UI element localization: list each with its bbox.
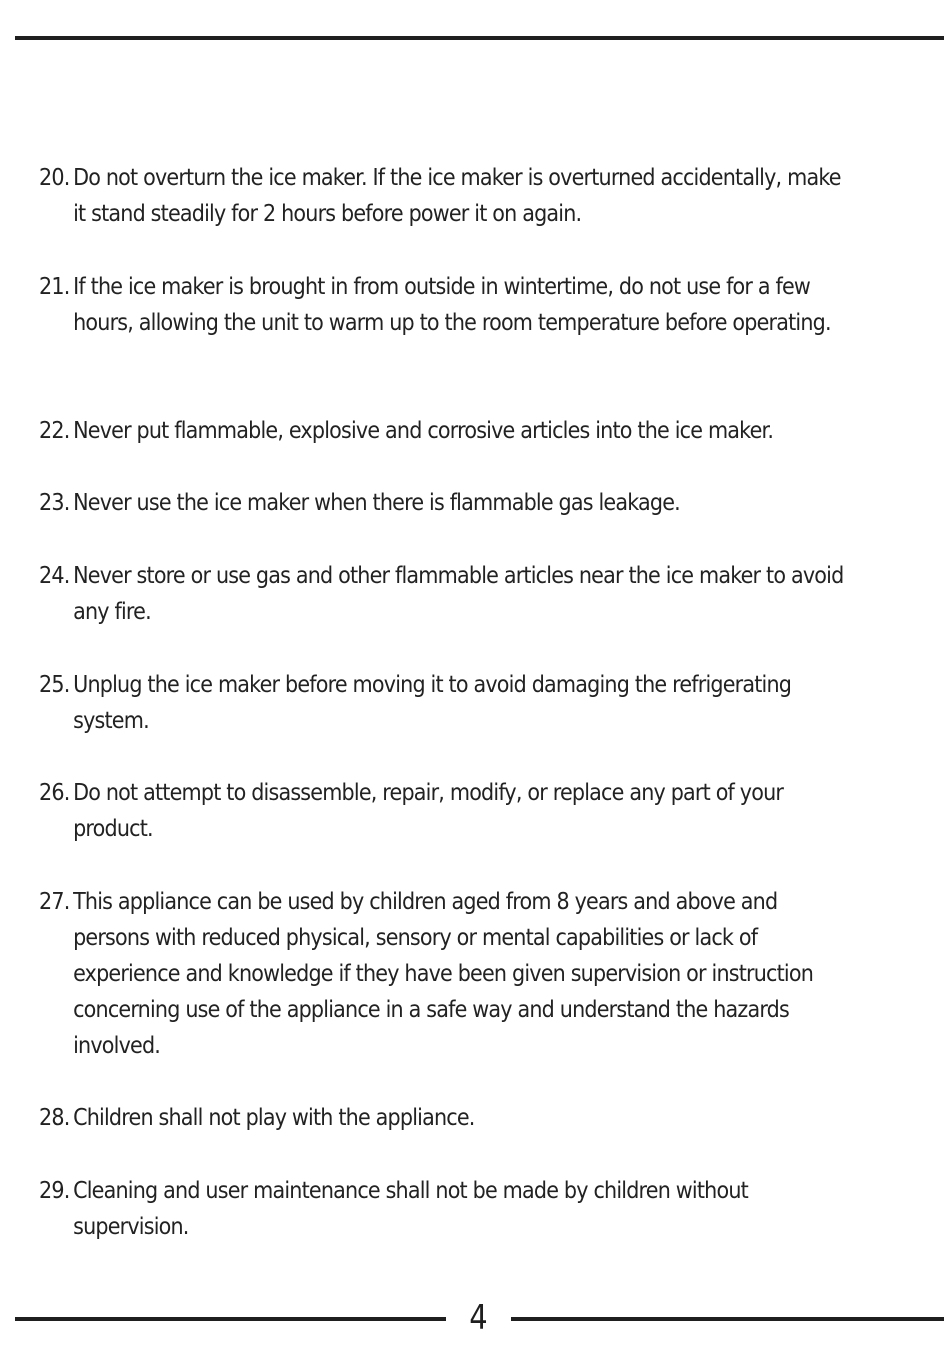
- page-number: 4: [469, 1298, 488, 1338]
- item-text: Never use the ice maker when there is flammable gas leakage.: [73, 490, 680, 516]
- item-number: 29.: [39, 1178, 70, 1204]
- footer-divider-left: [15, 1317, 446, 1321]
- top-divider: [15, 36, 944, 40]
- item-text: Never store or use gas and other flammable articles near the ice maker to avoid any fire.: [73, 563, 844, 625]
- item-number: 26.: [39, 780, 70, 806]
- item-number: 24.: [39, 563, 70, 589]
- item-text: Never put flammable, explosive and corrosive articles into the ice maker.: [73, 418, 774, 444]
- list-item: [39, 269, 849, 341]
- list-item: [39, 160, 849, 232]
- item-number: 27.: [39, 889, 70, 915]
- item-text: Do not attempt to disassemble, repair, modify, or replace any part of your product.: [73, 780, 784, 842]
- item-text: Unplug the ice maker before moving it to avoid damaging the refrigerating system.: [73, 672, 792, 734]
- item-text: Cleaning and user maintenance shall not be made by children without supervision.: [73, 1178, 748, 1240]
- item-text: If the ice maker is brought in from outside in wintertime, do not use for a few hours, allowing the unit to warm up to the room temperature before operating.: [73, 274, 831, 336]
- list-item: [39, 667, 849, 739]
- item-number: 20.: [39, 165, 70, 191]
- list-item: [39, 884, 849, 1064]
- list-item: [39, 485, 849, 521]
- list-item: [39, 1100, 849, 1136]
- item-number: 28.: [39, 1105, 70, 1131]
- item-number: 23.: [39, 490, 70, 516]
- item-text: Do not overturn the ice maker. If the ice maker is overturned accidentally, make it stand steadily for 2 hours before power it on again.: [73, 165, 841, 227]
- item-number: 25.: [39, 672, 70, 698]
- list-item: [39, 775, 849, 847]
- list-item: [39, 558, 849, 630]
- item-number: 21.: [39, 274, 70, 300]
- item-number: 22.: [39, 418, 70, 444]
- list-item: [39, 413, 849, 449]
- footer-divider-right: [511, 1317, 944, 1321]
- list-item: [39, 1173, 849, 1245]
- item-text: This appliance can be used by children aged from 8 years and above and persons with reduced physical, sensory or mental capabilities or lack of experience and knowledge if they have been given supervision or instruction concerning use of the appliance in a safe way and understand the hazards involved.: [73, 889, 814, 1059]
- item-text: Children shall not play with the appliance.: [73, 1105, 475, 1131]
